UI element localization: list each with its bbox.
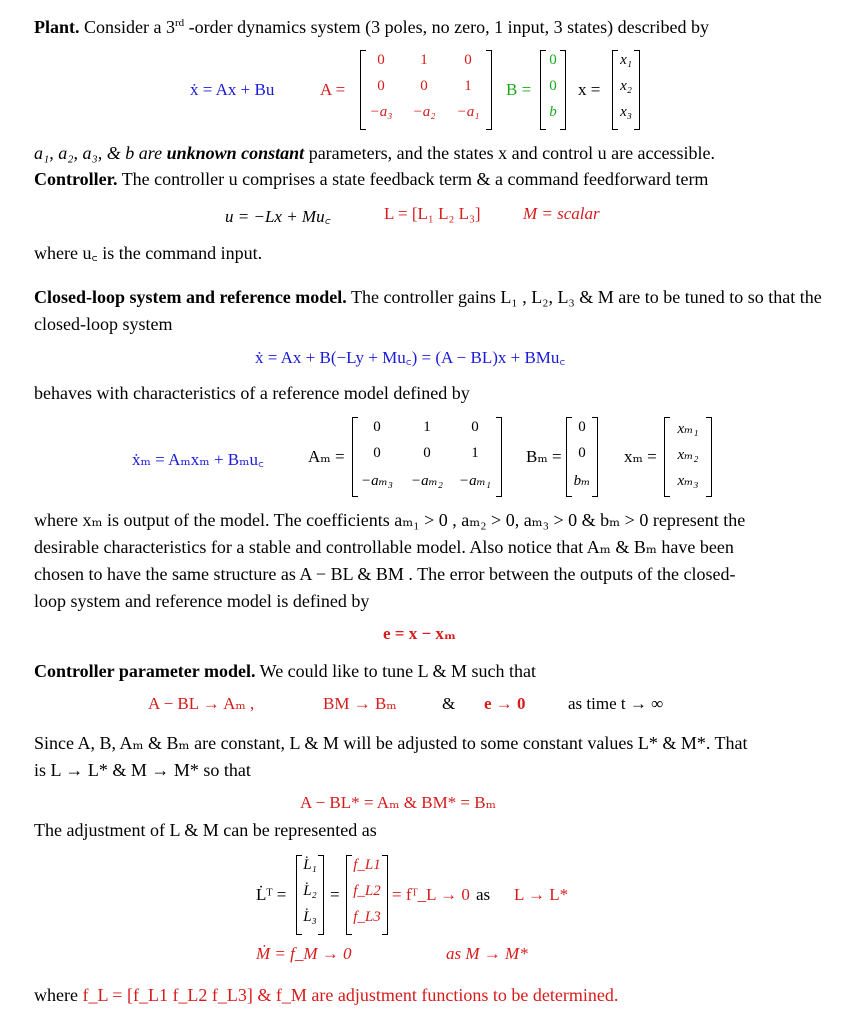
- Am-cell: −aₘ₁: [458, 473, 492, 489]
- xm-vector-label: xₘ =: [624, 447, 657, 466]
- B-matrix-label: B =: [506, 80, 532, 99]
- Am-cell: 0: [423, 445, 431, 461]
- final-post: are adjustment functions to be determined.: [311, 985, 619, 1005]
- Am-cell: 1: [423, 419, 431, 435]
- reference-model-equation: ẋₘ = Aₘxₘ + Bₘu꜀: [132, 450, 264, 469]
- L-convergence: L → L*: [514, 885, 569, 904]
- A-cell: −a₃: [369, 104, 393, 120]
- A-cell: 1: [464, 78, 472, 94]
- Ldot-vector: [296, 855, 324, 935]
- model-where-line-4: loop system and reference model is defined by: [34, 591, 370, 611]
- unknown-params-line: [34, 140, 824, 167]
- plant-intro: [34, 14, 824, 41]
- A-cell: 0: [377, 78, 385, 94]
- x-vector: [612, 50, 640, 130]
- closed-loop-eq-pre: ẋ = Ax + B(−Ly + Mu꜀) =: [255, 348, 432, 367]
- Ldot-cell: L̇₃: [303, 909, 317, 925]
- error-equation: e = x − xₘ: [383, 624, 457, 643]
- Am-cell: 0: [373, 445, 381, 461]
- fL-cell: f_L3: [353, 909, 381, 925]
- plant-intro-post: -order dynamics system (3 poles, no zero, 1 input, 3 states) described by: [188, 17, 710, 37]
- condition-and: &: [442, 694, 456, 713]
- A-cell: 0: [377, 52, 385, 68]
- fL-cell: f_L2: [353, 883, 381, 899]
- B-cell: b: [549, 104, 557, 120]
- closed-loop-equation: [255, 345, 565, 368]
- M-definition: M = scalar: [523, 204, 600, 223]
- unknown-post: parameters, and the states x and control u are accessible.: [308, 143, 716, 163]
- plant-state-equation: ẋ = Ax + Bu: [190, 80, 275, 99]
- A-cell: −a₁: [456, 104, 480, 120]
- condition-A: A − BL → Aₘ ,: [148, 694, 255, 713]
- x-cell: x₃: [620, 104, 632, 120]
- closed-loop-text: The controller gains L₁ , L₂, L₃ & M are to be tuned to so that the closed-loop system: [34, 287, 822, 334]
- command-input-note: where u꜀ is the command input.: [34, 243, 263, 263]
- controller-heading: Controller.: [34, 169, 118, 189]
- fL-cell: f_L1: [353, 857, 381, 873]
- final-f: f_L = [f_L1 f_L2 f_L3] & f_M: [82, 985, 307, 1005]
- since-line-2: is L → L* & M → M* so that: [34, 760, 251, 780]
- Ldot-cell: L̇₂: [303, 883, 317, 899]
- A-cell: 1: [420, 52, 428, 68]
- xm-cell: xₘ₃: [677, 473, 699, 489]
- since-line-1: Since A, B, Aₘ & Bₘ are constant, L & M will be adjusted to some constant values L* & M*. That: [34, 733, 748, 753]
- A-cell: 0: [464, 52, 472, 68]
- equals-sign: =: [330, 885, 340, 904]
- Am-cell: 0: [373, 419, 381, 435]
- param-model-text: We could like to tune L & M such that: [259, 661, 536, 681]
- fL-tail: = fᵀ_L → 0: [392, 885, 470, 904]
- Am-matrix-label: Aₘ =: [308, 447, 345, 466]
- Bm-matrix: [566, 417, 598, 497]
- A-matrix: [360, 50, 492, 130]
- closed-loop-intro: [34, 284, 824, 338]
- B-cell: 0: [549, 78, 557, 94]
- condition-error: e → 0: [484, 694, 526, 713]
- closed-loop-heading: Closed-loop system and reference model.: [34, 287, 347, 307]
- Bm-cell: 0: [578, 445, 586, 461]
- model-where-line-3: chosen to have the same structure as A − BL & BM . The error between the outputs of the closed-: [34, 564, 736, 584]
- x-cell: x₁: [620, 52, 632, 68]
- plant-heading: Plant.: [34, 17, 80, 37]
- as-label-1: as: [476, 885, 491, 904]
- param-model-intro: [34, 658, 824, 685]
- Am-cell: 0: [471, 419, 479, 435]
- Am-cell: −aₘ₃: [360, 473, 394, 489]
- param-model-heading: Controller parameter model.: [34, 661, 256, 681]
- xm-cell: xₘ₁: [677, 421, 699, 437]
- B-matrix: [540, 50, 566, 130]
- final-pre: where: [34, 985, 78, 1005]
- condition-B: BM → Bₘ: [323, 694, 397, 713]
- Am-matrix: [352, 417, 502, 497]
- model-where-line-1: where xₘ is output of the model. The coefficients aₘ₁ > 0 , aₘ₂ > 0, aₘ₃ > 0 & bₘ > 0 represent the: [34, 510, 746, 530]
- behaves-line: behaves with characteristics of a reference model defined by: [34, 383, 470, 403]
- xm-cell: xₘ₂: [677, 447, 699, 463]
- unknown-pre: a₁, a₂, a₃, & b are: [34, 143, 163, 163]
- B-cell: 0: [549, 52, 557, 68]
- Bm-matrix-label: Bₘ =: [526, 447, 562, 466]
- control-law: u = −Lx + Mu꜀: [225, 207, 331, 226]
- A-cell: −a₂: [412, 104, 436, 120]
- controller-intro: [34, 166, 824, 193]
- Bm-cell: 0: [578, 419, 586, 435]
- plant-intro-pre: Consider a 3: [84, 17, 175, 37]
- Am-cell: 1: [471, 445, 479, 461]
- controller-text: The controller u comprises a state feedback term & a command feedforward term: [121, 169, 709, 189]
- adjustment-text: The adjustment of L & M can be represented as: [34, 820, 377, 840]
- unknown-emphasis: unknown constant: [166, 143, 305, 163]
- closed-loop-eq-post: (A − BL)x + BMu꜀: [435, 348, 566, 367]
- Mdot-equation: Ṁ = f_M → 0: [256, 944, 352, 963]
- A-cell: 0: [420, 78, 428, 94]
- Bm-cell: bₘ: [573, 473, 591, 489]
- x-cell: x₂: [620, 78, 632, 94]
- model-where-line-2: desirable characteristics for a stable and controllable model. Also notice that Aₘ & Bₘ have been: [34, 537, 734, 557]
- xm-vector: [664, 417, 712, 497]
- Ldot-label: L̇ᵀ =: [256, 885, 287, 904]
- final-line: [34, 982, 824, 1009]
- condition-time: as time t → ∞: [568, 694, 664, 713]
- L-definition: L = [L₁ L₂ L₃]: [384, 204, 481, 223]
- Ldot-cell: L̇₁: [303, 857, 317, 873]
- target-equation: A − BL* = Aₘ & BM* = Bₘ: [300, 793, 497, 812]
- x-vector-label: x =: [578, 80, 601, 99]
- Am-cell: −aₘ₂: [410, 473, 444, 489]
- fL-vector: [346, 855, 388, 935]
- M-convergence: as M → M*: [446, 944, 528, 963]
- plant-intro-sup: rd: [175, 17, 185, 29]
- A-matrix-label: A =: [320, 80, 346, 99]
